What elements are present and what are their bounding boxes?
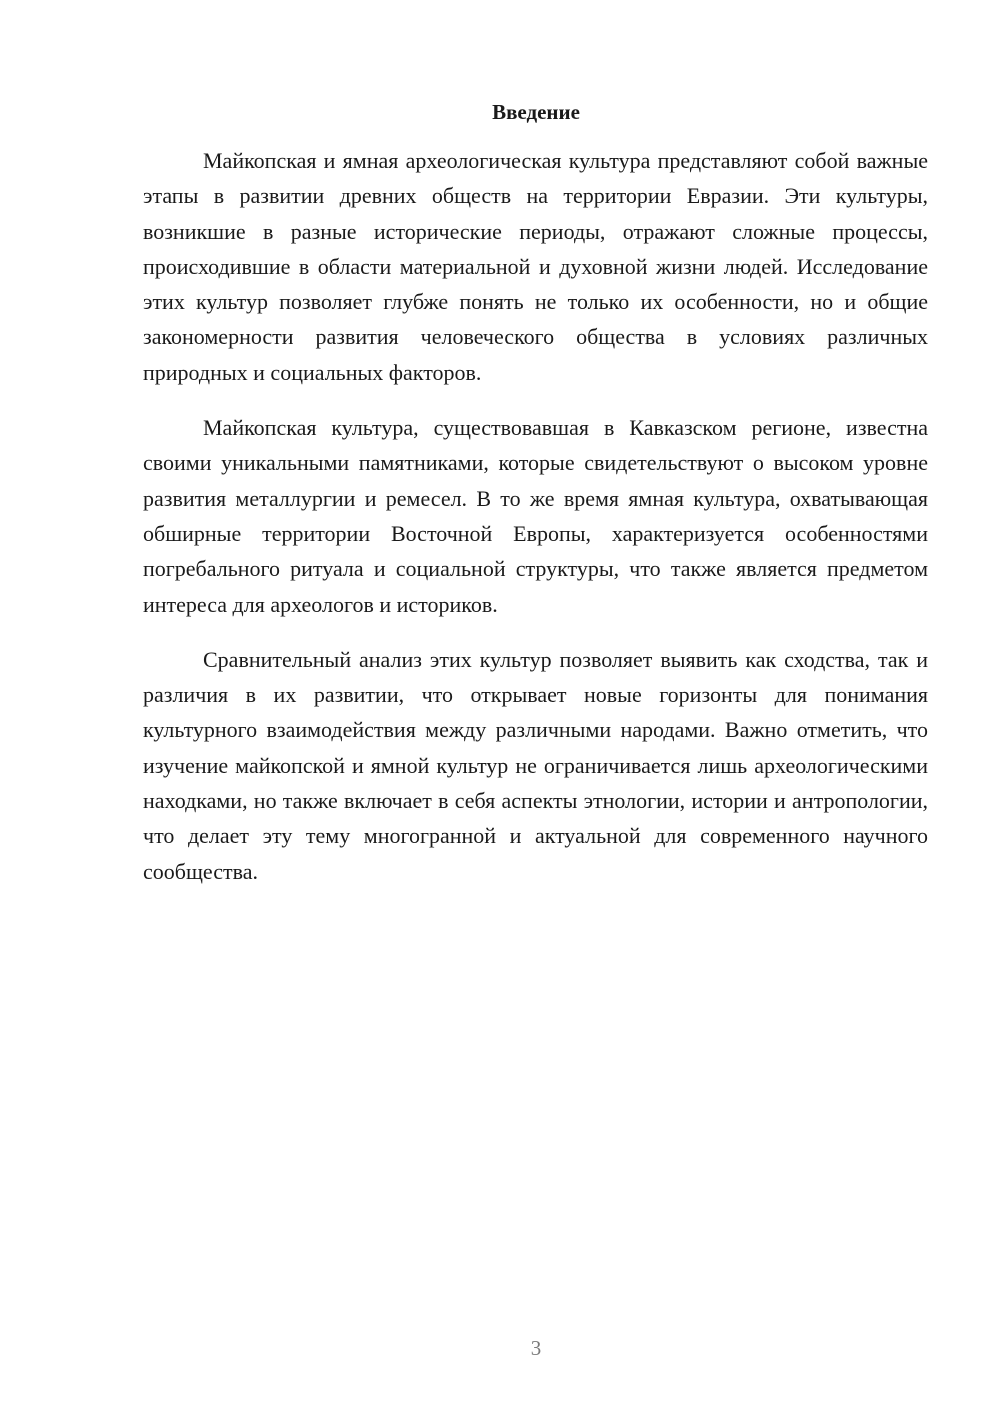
paragraph-1: Майкопская и ямная археологическая культура представляют собой важные этапы в развитии древних обществ на территории Евразии. Эти культуры, возникшие в разные исторические периоды, отражают сложные процессы, происходившие в области материальной и духовной жизни людей. Исследование этих культур позволяет глубже понять не только их особенности, но и общие закономерности развития человеческого общества в условиях различных природных и социальных факторов. [143,148,928,385]
paragraph-2: Майкопская культура, существовавшая в Кавказском регионе, известна своими уникальными памятниками, которые свидетельствуют о высоком уровне развития металлургии и ремесел. В то же время ямная культура, охватывающая обширные территории Восточной Европы, характеризуется особенностями погребального ритуала и социальной структуры, что также является предметом интереса для археологов и историков. [143,415,928,617]
section-title: Введение [492,100,580,124]
body-text [143,143,928,909]
paragraph-3: Сравнительный анализ этих культур позволяет выявить как сходства, так и различия в их развитии, что открывает новые горизонты для понимания культурного взаимодействия между различными народами. Важно отметить, что изучение майкопской и ямной культур не ограничивается лишь археологическими находками, но также включает в себя аспекты этнологии, истории и антропологии, что делает эту тему многогранной и актуальной для современного научного сообщества. [143,646,928,884]
page-number: 3 [530,1336,542,1360]
